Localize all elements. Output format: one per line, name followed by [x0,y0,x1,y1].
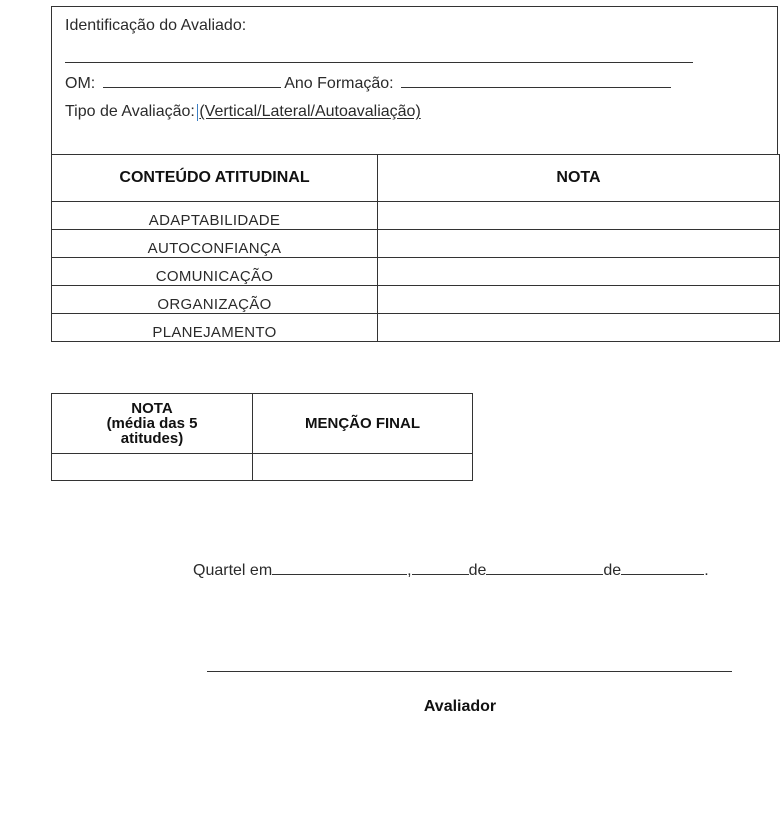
nota-media-header-line: atitudes) [120,430,184,447]
de-label: de [468,562,487,579]
avaliador-label: Avaliador [423,698,497,715]
year-fill-line[interactable] [621,559,704,575]
nota-media-header-line: (média das 5 [106,415,198,432]
ano-formacao-fill-line[interactable] [401,73,671,88]
tipo-avaliacao-label: Tipo de Avaliação: [65,103,195,120]
month-fill-line[interactable] [486,559,603,575]
tipo-avaliacao-options[interactable]: (Vertical/Lateral/Autoavaliação) [199,103,421,120]
mencao-final-cell[interactable] [253,454,473,481]
table-row [52,454,473,481]
nota-cell[interactable] [378,230,780,258]
location-fill-line[interactable] [272,559,407,575]
de-label: de [603,562,622,579]
table-header-row [52,155,780,202]
evaluated-identification-section [51,6,778,154]
om-ano-line [65,73,671,93]
table-row [52,314,780,342]
table-row [52,202,780,230]
final-grade-table [51,393,473,481]
quartel-label: Quartel em [193,562,273,579]
final-table-header-row [52,394,473,454]
nota-media-header [52,394,253,454]
om-fill-line[interactable] [103,73,281,88]
nota-cell[interactable] [378,286,780,314]
nota-cell[interactable] [378,314,780,342]
nota-media-header-line: NOTA [131,400,173,417]
mencao-final-header: MENÇÃO FINAL [253,394,473,454]
attitudinal-content-table [51,154,780,342]
day-fill-line[interactable] [412,559,469,575]
nota-header: NOTA [378,155,780,202]
nota-cell[interactable] [378,258,780,286]
identificacao-fill-line[interactable] [65,62,693,63]
signature-line[interactable] [207,671,732,672]
tipo-avaliacao-line [65,103,421,121]
date-line [193,559,709,580]
identificacao-label: Identificação do Avaliado: [65,17,247,34]
comma-separator: , [407,562,412,579]
om-label: OM: [65,75,96,92]
table-row [52,286,780,314]
ano-formacao-label: Ano Formação: [284,75,394,92]
period: . [704,562,709,579]
conteudo-cell: ORGANIZAÇÃO [52,286,378,314]
conteudo-cell: COMUNICAÇÃO [52,258,378,286]
conteudo-cell: AUTOCONFIANÇA [52,230,378,258]
table-row [52,258,780,286]
conteudo-atitudinal-header: CONTEÚDO ATITUDINAL [52,155,378,202]
conteudo-cell: PLANEJAMENTO [52,314,378,342]
nota-cell[interactable] [378,202,780,230]
table-row [52,230,780,258]
nota-media-cell[interactable] [52,454,253,481]
conteudo-cell: ADAPTABILIDADE [52,202,378,230]
